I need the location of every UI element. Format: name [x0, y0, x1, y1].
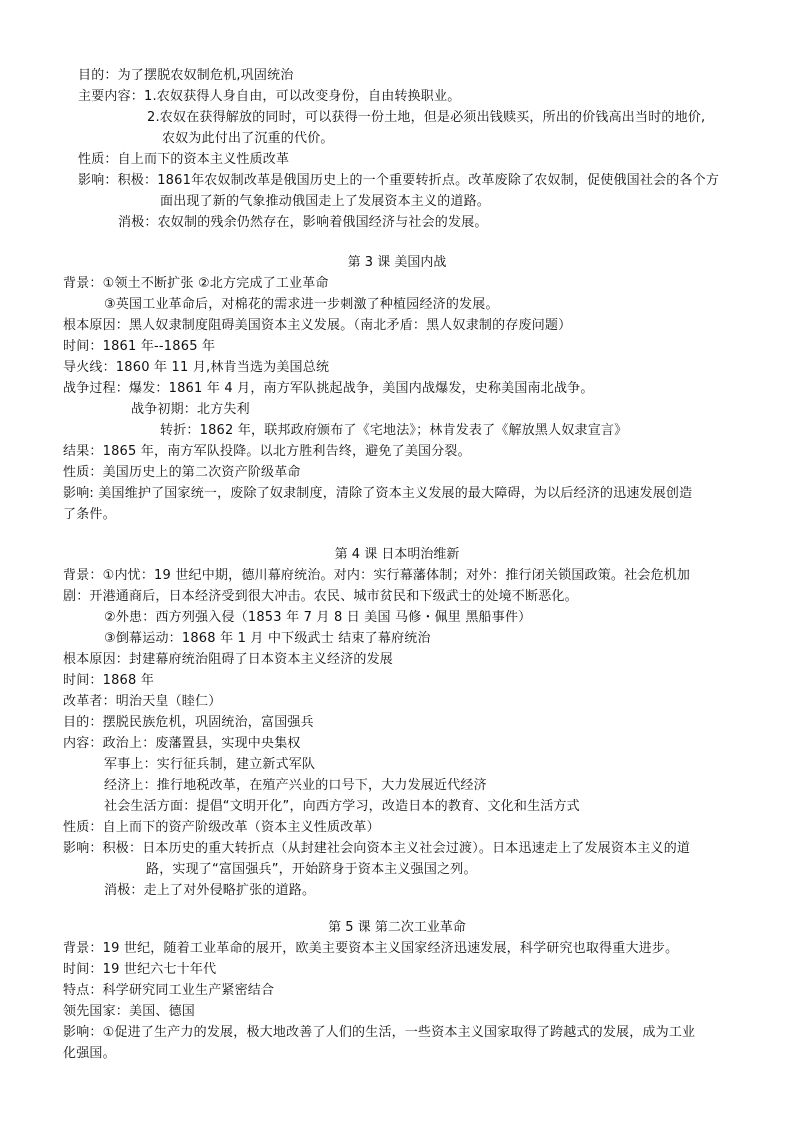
content-military-line: 军事上：实行征兵制，建立新式军队 — [104, 757, 316, 772]
nature-line: 性质：美国历史上的第二次资产阶级革命 — [63, 465, 301, 480]
reformer-line: 改革者：明治天皇（睦仁） — [63, 694, 222, 709]
impact-positive-cont: 路，实现了“富国强兵”，开始跻身于资本主义强国之列。 — [146, 862, 477, 877]
lesson-4-title: 第 4 课 日本明治维新 — [334, 547, 460, 562]
impact-positive-line: 影响：积极：1861年农奴制改革是俄国历史上的一个重要转折点。改革废除了农奴制，促使俄国社会的各个方 — [78, 173, 720, 188]
process-line-2: 战争初期：北方失利 — [131, 402, 250, 417]
background-line-2: ②外患：西方列强入侵（1853 年 7 月 8 日 美国 马修・佩里 黑船事件） — [104, 610, 532, 625]
result-line: 结果：1865 年，南方军队投降。以北方胜利告终，避免了美国分裂。 — [63, 444, 471, 459]
fuse-line: 导火线：1860 年 11 月,林肯当选为美国总统 — [63, 360, 330, 375]
root-cause-line: 根本原因：封建幕府统治阻碍了日本资本主义经济的发展 — [63, 652, 394, 667]
time-line: 时间：1861 年--1865 年 — [63, 339, 216, 354]
impact-positive-cont: 面出现了新的气象推动俄国走上了发展资本主义的道路。 — [160, 194, 491, 209]
impact-line-cont: 了条件。 — [63, 507, 116, 522]
root-cause-line: 根本原因：黑人奴隶制度阻碍美国资本主义发展。（南北矛盾：黑人奴隶制的存废问题） — [63, 318, 572, 333]
content-line-2: 2.农奴在获得解放的同时，可以获得一份土地，但是必须出钱赎买，所出的价钱高出当时的地价, — [147, 110, 706, 125]
impact-line: 影响：①促进了生产力的发展，极大地改善了人们的生活，一些资本主义国家取得了跨越式的发展，成为工业 — [63, 1025, 696, 1040]
time-line: 时间：19 世纪六七十年代 — [63, 962, 217, 977]
content-line-1: 主要内容：1.农奴获得人身自由，可以改变身份，自由转换职业。 — [78, 89, 461, 104]
impact-line: 影响: 美国维护了国家统一，废除了奴隶制度，清除了资本主义发展的最大障碍，为以后经济的迅速发展创造 — [63, 486, 693, 501]
nature-line: 性质：自上而下的资产阶级改革（资本主义性质改革） — [63, 820, 380, 835]
content-economy-line: 经济上：推行地税改革，在殖产兴业的口号下，大力发展近代经济 — [104, 778, 487, 793]
background-line-3: ③倒幕运动：1868 年 1 月 中下级武士 结束了幕府统治 — [104, 631, 431, 646]
impact-line-cont: 化强国。 — [63, 1046, 116, 1061]
time-line: 时间：1868 年 — [63, 673, 155, 688]
lesson-3-title: 第 3 课 美国内战 — [347, 255, 447, 270]
background-line: 背景：19 世纪，随着工业革命的展开，欧美主要资本主义国家经济迅速发展，科学研究也取得重大进步。 — [63, 941, 679, 956]
purpose-line: 目的：为了摆脱农奴制危机,巩固统治 — [78, 68, 294, 83]
background-line-1: 背景：①领土不断扩张 ②北方完成了工业革命 — [63, 276, 329, 291]
background-line-1-cont: 剧：开港通商后，日本经济受到很大冲击。农民、城市贫民和下级武士的处境不断恶化。 — [63, 589, 578, 604]
feature-line: 特点：科学研究同工业生产紧密结合 — [63, 983, 275, 998]
content-line-2-cont: 农奴为此付出了沉重的代价。 — [162, 131, 334, 146]
process-line-1: 战争过程：爆发：1861 年 4 月，南方军队挑起战争，美国内战爆发，史称美国南北战争。 — [63, 381, 594, 396]
nature-line: 性质：自上而下的资本主义性质改革 — [78, 152, 290, 167]
background-line-3: ③英国工业革命后，对棉花的需求进一步刺激了种植园经济的发展。 — [104, 297, 499, 312]
content-social-line: 社会生活方面：提倡“文明开化”，向西方学习，改造日本的教育、文化和生活方式 — [104, 799, 580, 814]
purpose-line: 目的：摆脱民族危机，巩固统治，富国强兵 — [63, 715, 314, 730]
background-line-1: 背景：①内忧：19 世纪中期，德川幕府统治。对内：实行幕藩体制；对外：推行闭关锁国政策。社会危机加 — [63, 568, 691, 583]
impact-negative-line: 消极：农奴制的残余仍然存在，影响着俄国经济与社会的发展。 — [118, 215, 488, 230]
lesson-5-title: 第 5 课 第二次工业革命 — [328, 920, 466, 935]
impact-positive-line: 影响：积极：日本历史的重大转折点（从封建社会向资本主义社会过渡）。日本迅速走上了发展资本主义的道 — [63, 841, 691, 856]
content-politics-line: 内容：政治上：废藩置县，实现中央集权 — [63, 736, 301, 751]
impact-negative-line: 消极：走上了对外侵略扩张的道路。 — [104, 883, 316, 898]
leading-countries-line: 领先国家：美国、德国 — [63, 1004, 196, 1019]
process-line-3: 转折：1862 年，联邦政府颁布了《宅地法》；林肯发表了《解放黑人奴隶宣言》 — [160, 423, 628, 438]
